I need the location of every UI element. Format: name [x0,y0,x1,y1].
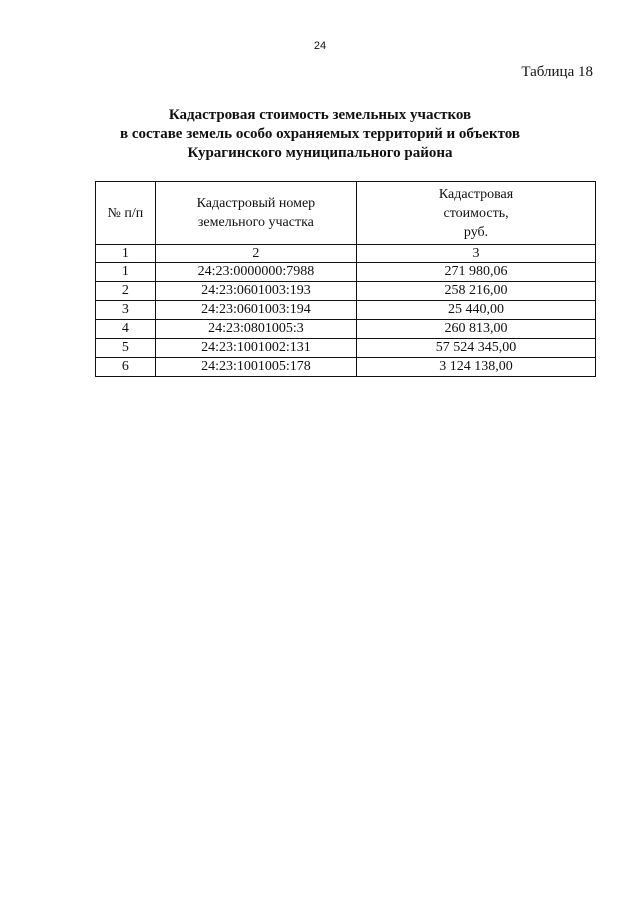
cadastral-number-cell: 24:23:1001002:131 [155,339,356,358]
header-cadastral-value-line-1: Кадастровая [438,186,514,202]
cadastral-value-cell: 271 980,06 [357,263,596,282]
header-cadastral-number-line-2: земельного участка [197,215,314,230]
cadastral-number-cell: 24:23:0601003:193 [155,282,356,301]
table-header-row [96,182,596,245]
column-number-cell: 3 [357,245,596,263]
cadastral-value-cell: 260 813,00 [357,320,596,339]
cadastral-number-cell: 24:23:0801005:3 [155,320,356,339]
row-number-cell: 2 [96,282,156,301]
header-cadastral-value [357,182,596,245]
heading-line-1: Кадастровая стоимость земельных участков [168,107,472,123]
row-number-cell: 6 [96,358,156,377]
document-heading [0,106,640,163]
cadastral-value-cell: 258 216,00 [357,282,596,301]
table-label: Таблица 18 [521,64,593,80]
row-number-cell: 3 [96,301,156,320]
header-cadastral-value-line-3: руб. [463,224,489,240]
heading-line-2: в составе земель особо охраняемых территорий и объектов [119,126,521,142]
header-cadastral-number-line-1: Кадастровый номер [196,196,316,211]
table-row [96,320,596,339]
table-row [96,358,596,377]
cadastral-number-cell: 24:23:1001005:178 [155,358,356,377]
table-row [96,339,596,358]
row-number-cell: 1 [96,263,156,282]
row-number-cell: 5 [96,339,156,358]
cadastral-number-cell: 24:23:0000000:7988 [155,263,356,282]
cadastral-value-cell: 3 124 138,00 [357,358,596,377]
page-number: 24 [313,40,327,52]
header-cadastral-number [155,182,356,245]
column-number-cell: 1 [96,245,156,263]
heading-line-3: Курагинского муниципального района [187,145,453,161]
table-row [96,301,596,320]
header-row-number: № п/п [96,182,156,245]
table-row [96,282,596,301]
column-number-cell: 2 [155,245,356,263]
column-number-row [96,245,596,263]
cadastral-value-table [95,181,596,377]
table-row [96,263,596,282]
header-cadastral-value-line-2: стоимость, [443,205,509,221]
row-number-cell: 4 [96,320,156,339]
cadastral-value-cell: 57 524 345,00 [357,339,596,358]
cadastral-value-cell: 25 440,00 [357,301,596,320]
cadastral-number-cell: 24:23:0601003:194 [155,301,356,320]
